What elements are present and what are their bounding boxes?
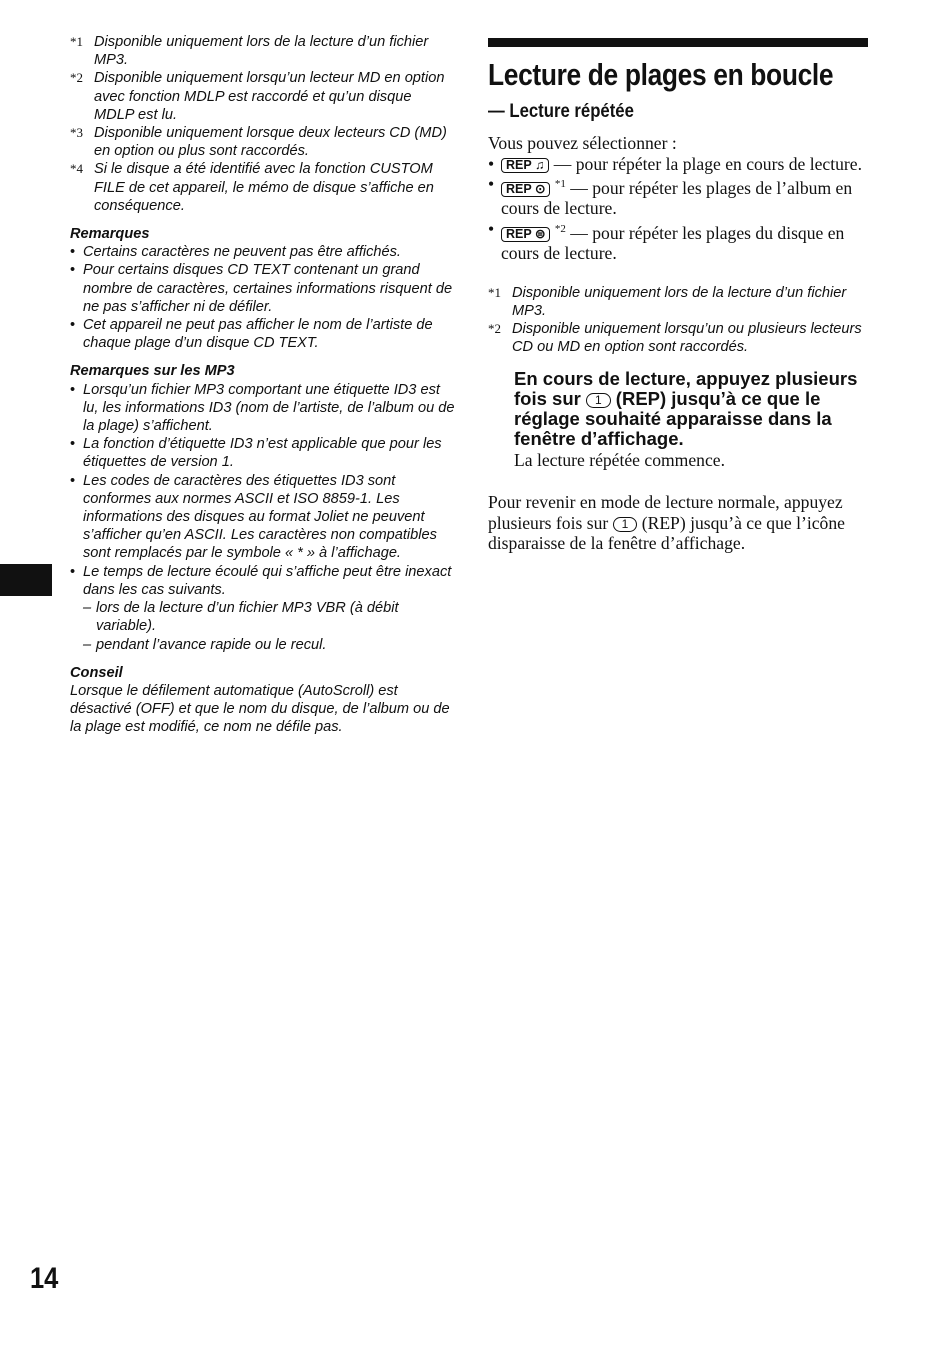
footnotes-right — [488, 284, 868, 357]
footnote: *2 Disponible uniquement lorsqu’un ou plusieurs lecteurs CD ou MD en option sont raccordés. — [488, 321, 862, 356]
footnote: *4 Si le disque a été identifié avec la fonction CUSTOM FILE de cet appareil, le mémo de disque s’affiche en conséquence. — [70, 161, 434, 214]
intro: Vous pouvez sélectionner : — [488, 133, 677, 153]
conseil-title: Conseil — [70, 664, 123, 681]
instruction-step: En cours de lecture, appuyez plusieurs fois sur 1 (REP) jusqu’à ce que le réglage souhaité apparaisse dans la fenêtre d’affichage. — [514, 367, 858, 450]
list-item: • Les codes de caractères des étiquettes ID3 sont conformes aux normes ASCII et ISO 8859-1. Les informations des disques au format Joliet ne peuvent s’afficher qu’en ASCII. Les caractères non compatibles sont remplacés par le symbole « * » à l’affichage. — [70, 472, 455, 563]
right-column — [488, 38, 868, 554]
remarques-list — [70, 243, 455, 352]
options-list — [488, 154, 868, 264]
page-number: 14 — [30, 1262, 59, 1295]
footnote: *1 Disponible uniquement lors de la lecture d’un fichier MP3. — [70, 34, 429, 69]
list-item: • Certains caractères ne peuvent pas être affichés. — [70, 243, 455, 261]
list-item: • Pour certains disques CD TEXT contenant un grand nombre de caractères, certaines informations risquent de ne pas s’afficher ni de défiler. — [70, 261, 455, 316]
footnotes-left — [70, 33, 455, 215]
option-repeat-album: • REP ⊙ $^{*1}$ — pour répéter les plages de l’album en cours de lecture. — [488, 174, 868, 219]
list-item: • Cet appareil ne peut pas afficher le nom de l’artiste de chaque plage d’un disque CD TEXT. — [70, 316, 455, 352]
outro-paragraph: Pour revenir en mode de lecture normale, appuyez plusieurs fois sur 1 (REP) jusqu’à ce que l’icône disparaisse de la fenêtre d’affichage. — [488, 492, 845, 554]
rep-album-key-icon: REP ⊙ — [501, 182, 550, 197]
list-item: • Le temps de lecture écoulé qui s’affiche peut être inexact dans les cas suivants. — [70, 563, 455, 599]
option-repeat-disc: • REP ⊜ $^{*2}$ — pour répéter les plages du disque en cours de lecture. — [488, 219, 868, 264]
option-repeat-track: • REP ♫ — pour répéter la plage en cours de lecture. — [488, 154, 868, 175]
mp3-notes-title: Remarques sur les MP3 — [70, 363, 235, 380]
section-tab — [0, 564, 52, 596]
mp3-sub-list — [70, 599, 455, 654]
button-1-icon: 1 — [613, 517, 638, 532]
conseil-text: Lorsque le défilement automatique (AutoScroll) est désactivé (OFF) et que le nom du disque, de l’album ou de la plage est modifié, ce nom ne défile pas. — [70, 682, 450, 736]
left-column — [70, 33, 455, 737]
footnote: *1 Disponible uniquement lors de la lecture d’un fichier MP3. — [488, 284, 847, 319]
footnote: *2 Disponible uniquement lorsqu’un lecteur MD en option avec fonction MDLP est raccordé et qu’un disque MDLP est lu. — [70, 70, 445, 123]
list-item: • La fonction d’étiquette ID3 n’est applicable que pour les étiquettes de version 1. — [70, 435, 455, 471]
button-1-icon: 1 — [586, 393, 611, 408]
remarques-title: Remarques — [70, 226, 150, 243]
sub-item: – pendant l’avance rapide ou le recul. — [83, 636, 455, 654]
mp3-notes-list — [70, 381, 455, 599]
page-title: Lecture de plages en boucle — [488, 57, 834, 92]
step-result: La lecture répétée commence. — [514, 449, 725, 470]
list-item: • Lorsqu’un fichier MP3 comportant une étiquette ID3 est lu, les informations ID3 (nom de l’artiste, de l’album ou de la plage) s’affichent. — [70, 381, 455, 436]
footnote: *3 Disponible uniquement lorsque deux lecteurs CD (MD) en option ou plus sont raccordés. — [70, 125, 447, 160]
sub-item: – lors de la lecture d’un fichier MP3 VBR (à débit variable). — [83, 599, 455, 635]
page-subtitle: — Lecture répétée — [488, 101, 634, 122]
rep-track-key-icon: REP ♫ — [501, 158, 549, 173]
title-rule — [488, 38, 868, 47]
rep-disc-key-icon: REP ⊜ — [501, 227, 550, 242]
